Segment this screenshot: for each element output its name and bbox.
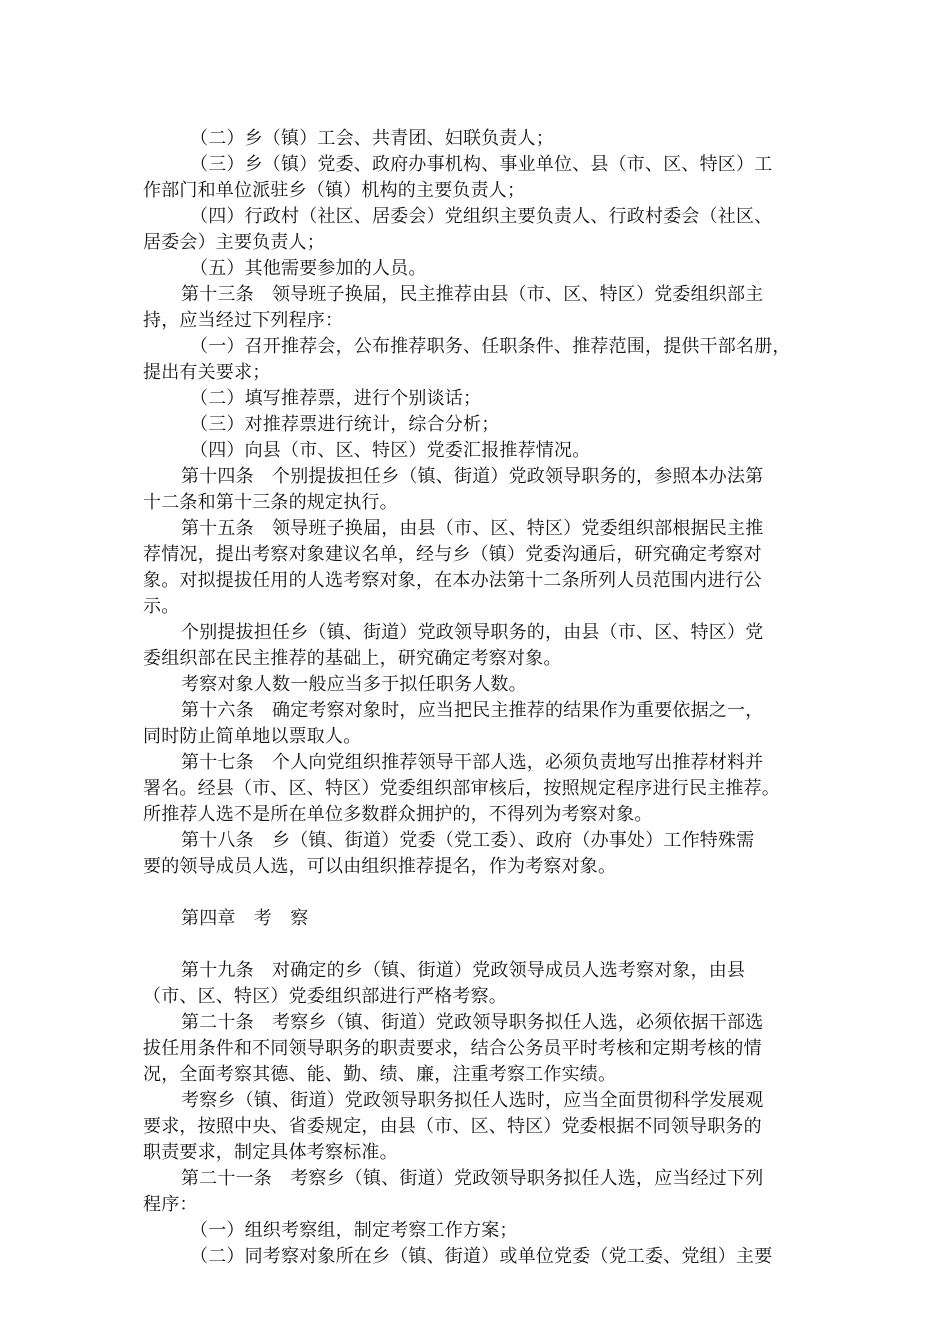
text-line: 提出有关要求； <box>143 362 271 383</box>
text-line: 荐情况，提出考察对象建议名单，经与乡（镇）党委沟通后，研究确定考察对 <box>143 544 762 565</box>
chapter-heading: 第四章 考 察 <box>181 908 309 929</box>
text-line: （市、区、特区）党委组织部进行严格考察。 <box>143 986 507 1007</box>
text-line: 第十九条 对确定的乡（镇、街道）党政领导成员人选考察对象，由县 <box>181 960 746 981</box>
text-line: 要的领导成员人选，可以由组织推荐提名，作为考察对象。 <box>143 856 617 877</box>
text-line: 示。 <box>143 596 180 617</box>
text-line: 持，应当经过下列程序： <box>143 310 344 331</box>
text-line: 职责要求，制定具体考察标准。 <box>143 1142 398 1163</box>
text-line: 况，全面考察其德、能、勤、绩、廉，注重考察工作实绩。 <box>143 1064 617 1085</box>
text-line: 居委会）主要负责人； <box>143 232 325 253</box>
text-line: （二）乡（镇）工会、共青团、妇联负责人； <box>190 128 554 149</box>
text-line: 第十六条 确定考察对象时，应当把民主推荐的结果作为重要依据之一， <box>181 700 764 721</box>
text-line: 程序： <box>143 1194 198 1215</box>
text-line: 第十七条 个人向党组织推荐领导干部人选，必须负责地写出推荐材料并 <box>181 752 764 773</box>
text-line: （一）召开推荐会，公布推荐职务、任职条件、推荐范围，提供干部名册， <box>190 336 791 357</box>
text-line: 第十八条 乡（镇、街道）党委（党工委）、政府（办事处）工作特殊需 <box>181 830 755 851</box>
text-line: 所推荐人选不是所在单位多数群众拥护的，不得列为考察对象。 <box>143 804 653 825</box>
text-line: 拔任用条件和不同领导职务的职责要求，结合公务员平时考核和定期考核的情 <box>143 1038 762 1059</box>
text-line: 作部门和单位派驻乡（镇）机构的主要负责人； <box>143 180 526 201</box>
text-line: 象。对拟提拔任用的人选考察对象，在本办法第十二条所列人员范围内进行公 <box>143 570 762 591</box>
text-line: 第十三条 领导班子换届，民主推荐由县（市、区、特区）党委组织部主 <box>181 284 764 305</box>
text-line: 考察对象人数一般应当多于拟任职务人数。 <box>181 674 527 695</box>
text-line: （四）向县（市、区、特区）党委汇报推荐情况。 <box>190 440 591 461</box>
text-line: （二）填写推荐票，进行个别谈话； <box>190 388 482 409</box>
text-line: （四）行政村（社区、居委会）党组织主要负责人、行政村委会（社区、 <box>190 206 773 227</box>
text-line: （一）组织考察组，制定考察工作方案； <box>190 1220 518 1241</box>
text-line: （二）同考察对象所在乡（镇、街道）或单位党委（党工委、党组）主要 <box>190 1246 773 1267</box>
text-line: 十二条和第十三条的规定执行。 <box>143 492 398 513</box>
text-line: （三）乡（镇）党委、政府办事机构、事业单位、县（市、区、特区）工 <box>190 154 773 175</box>
text-line: 第二十一条 考察乡（镇、街道）党政领导职务拟任人选，应当经过下列 <box>181 1168 764 1189</box>
text-line: 委组织部在民主推荐的基础上，研究确定考察对象。 <box>143 648 562 669</box>
text-line: 个别提拔担任乡（镇、街道）党政领导职务的，由县（市、区、特区）党 <box>181 622 764 643</box>
text-line: 署名。经县（市、区、特区）党委组织部审核后，按照规定程序进行民主推荐。 <box>143 778 780 799</box>
text-line: （三）对推荐票进行统计，综合分析； <box>190 414 500 435</box>
text-line: 同时防止简单地以票取人。 <box>143 726 362 747</box>
text-line: 第十五条 领导班子换届，由县（市、区、特区）党委组织部根据民主推 <box>181 518 764 539</box>
text-line: 第二十条 考察乡（镇、街道）党政领导职务拟任人选，必须依据干部选 <box>181 1012 764 1033</box>
text-line: （五）其他需要参加的人员。 <box>190 258 427 279</box>
text-line: 要求，按照中央、省委规定，由县（市、区、特区）党委根据不同领导职务的 <box>143 1116 762 1137</box>
text-line: 考察乡（镇、街道）党政领导职务拟任人选时，应当全面贯彻科学发展观 <box>181 1090 764 1111</box>
text-line: 第十四条 个别提拔担任乡（镇、街道）党政领导职务的，参照本办法第 <box>181 466 764 487</box>
